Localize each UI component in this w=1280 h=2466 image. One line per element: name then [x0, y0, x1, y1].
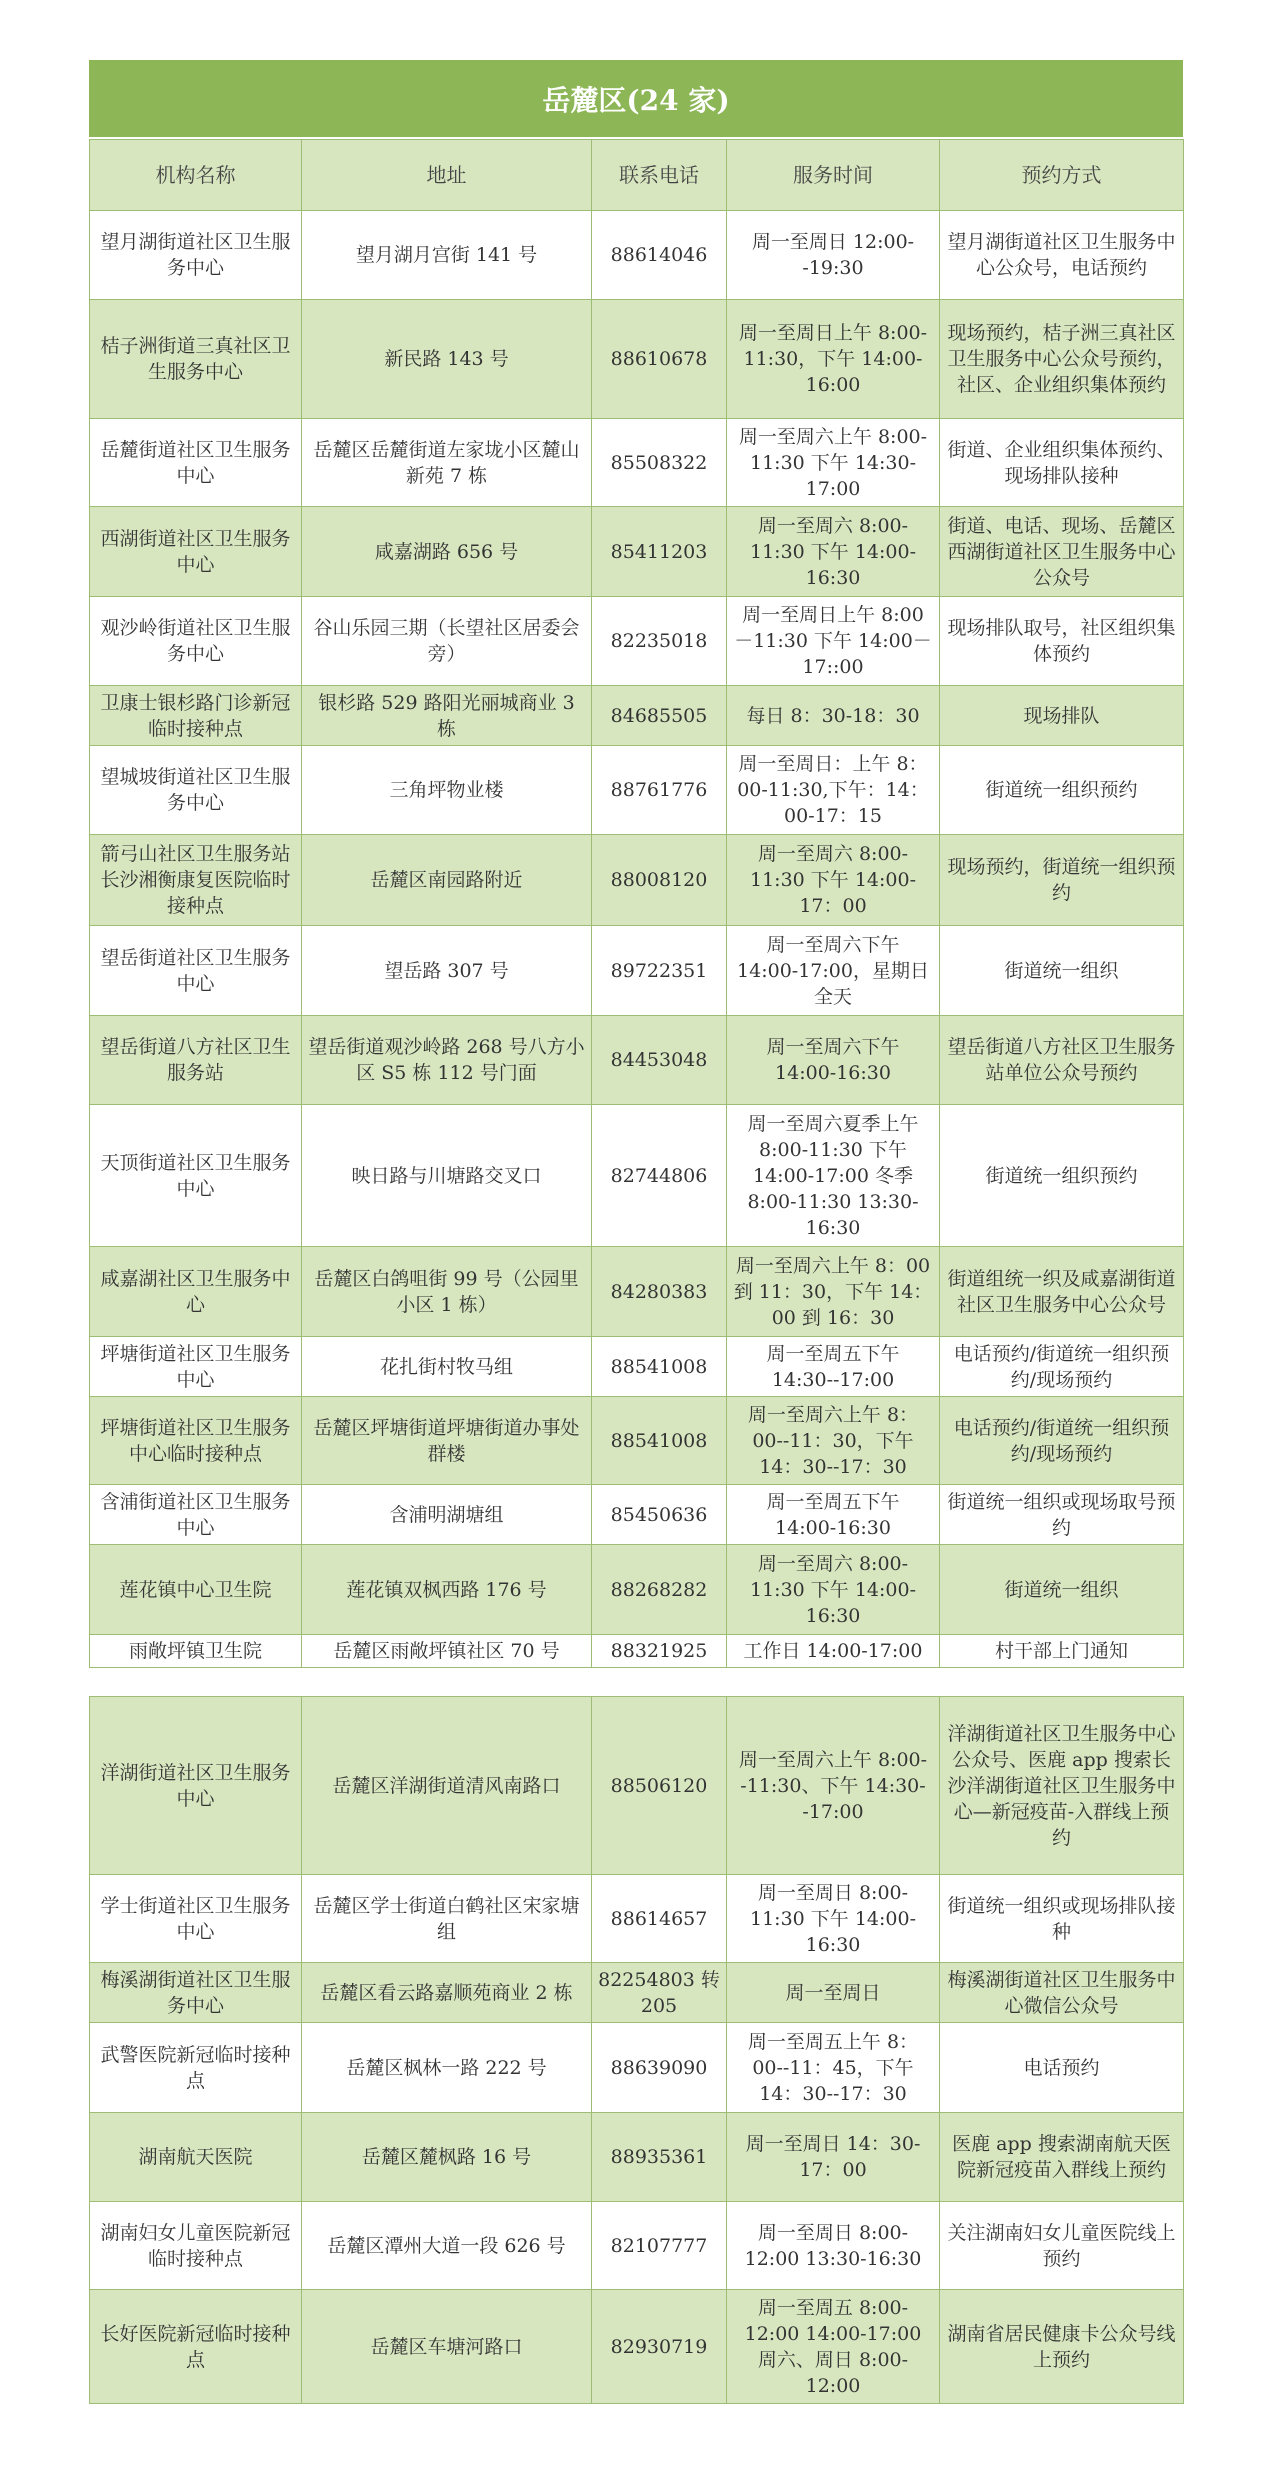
cell-name: 武警医院新冠临时接种点 — [90, 2023, 302, 2113]
cell-hours: 每日 8：30-18：30 — [727, 686, 940, 746]
cell-phone: 89722351 — [592, 926, 727, 1016]
table-row — [90, 1337, 1184, 1397]
cell-booking: 街道统一组织 — [940, 1545, 1184, 1635]
cell-hours: 周一至周日 8:00-12:00 13:30-16:30 — [727, 2202, 940, 2290]
cell-booking: 街道统一组织预约 — [940, 746, 1184, 835]
cell-name: 坪塘街道社区卫生服务中心临时接种点 — [90, 1397, 302, 1485]
header-booking: 预约方式 — [940, 140, 1184, 211]
cell-booking: 电话预约/街道统一组织预约/现场预约 — [940, 1397, 1184, 1485]
cell-phone: 82254803 转 205 — [592, 1963, 727, 2023]
table-row — [90, 211, 1184, 300]
cell-name: 卫康士银杉路门诊新冠临时接种点 — [90, 686, 302, 746]
cell-address: 岳麓区车塘河路口 — [302, 2290, 592, 2404]
cell-hours: 周一至周五下午 14:00-16:30 — [727, 1485, 940, 1545]
cell-hours: 周一至周日上午 8:00－11:30 下午 14:00－17::00 — [727, 597, 940, 686]
table-row — [90, 686, 1184, 746]
cell-phone: 84685505 — [592, 686, 727, 746]
table-row — [90, 1397, 1184, 1485]
cell-name: 望岳街道社区卫生服务中心 — [90, 926, 302, 1016]
cell-name: 咸嘉湖社区卫生服务中心 — [90, 1247, 302, 1337]
header-hours: 服务时间 — [727, 140, 940, 211]
table-row — [90, 2290, 1184, 2404]
table-row — [90, 2023, 1184, 2113]
cell-name: 观沙岭街道社区卫生服务中心 — [90, 597, 302, 686]
table-row — [90, 926, 1184, 1016]
cell-hours: 周一至周六上午 8：00--11：30，下午 14：30--17：30 — [727, 1397, 940, 1485]
cell-booking: 街道统一组织预约 — [940, 1105, 1184, 1247]
cell-booking: 关注湖南妇女儿童医院线上预约 — [940, 2202, 1184, 2290]
table-row — [90, 1105, 1184, 1247]
cell-phone: 84453048 — [592, 1016, 727, 1105]
cell-booking: 现场预约，桔子洲三真社区卫生服务中心公众号预约，社区、企业组织集体预约 — [940, 300, 1184, 419]
cell-booking: 街道、电话、现场、岳麓区西湖街道社区卫生服务中心公众号 — [940, 507, 1184, 597]
table-row — [90, 1875, 1184, 1963]
cell-address: 新民路 143 号 — [302, 300, 592, 419]
cell-address: 花扎街村牧马组 — [302, 1337, 592, 1397]
cell-booking: 望岳街道八方社区卫生服务站单位公众号预约 — [940, 1016, 1184, 1105]
cell-phone: 88321925 — [592, 1635, 727, 1668]
cell-name: 学士街道社区卫生服务中心 — [90, 1875, 302, 1963]
cell-address: 岳麓区雨敞坪镇社区 70 号 — [302, 1635, 592, 1668]
cell-booking: 现场排队取号，社区组织集体预约 — [940, 597, 1184, 686]
table-row — [90, 835, 1184, 926]
cell-booking: 街道统一组织 — [940, 926, 1184, 1016]
cell-hours: 周一至周五上午 8：00--11：45，下午 14：30--17：30 — [727, 2023, 940, 2113]
table-row — [90, 2113, 1184, 2202]
cell-hours: 周一至周六 8:00-11:30 下午 14:00-17：00 — [727, 835, 940, 926]
cell-hours: 周一至周日 12:00--19:30 — [727, 211, 940, 300]
cell-booking: 街道、企业组织集体预约、现场排队接种 — [940, 419, 1184, 507]
cell-hours: 周一至周日 — [727, 1963, 940, 2023]
cell-phone: 88761776 — [592, 746, 727, 835]
cell-hours: 周一至周日 8:00-11:30 下午 14:00-16:30 — [727, 1875, 940, 1963]
cell-name: 桔子洲街道三真社区卫生服务中心 — [90, 300, 302, 419]
cell-name: 含浦街道社区卫生服务中心 — [90, 1485, 302, 1545]
cell-address: 望岳街道观沙岭路 268 号八方小区 S5 栋 112 号门面 — [302, 1016, 592, 1105]
cell-name: 湖南航天医院 — [90, 2113, 302, 2202]
cell-hours: 周一至周日 14：30-17：00 — [727, 2113, 940, 2202]
cell-booking: 电话预约 — [940, 2023, 1184, 2113]
header-phone: 联系电话 — [592, 140, 727, 211]
cell-name: 梅溪湖街道社区卫生服务中心 — [90, 1963, 302, 2023]
cell-hours: 周一至周六夏季上午 8:00-11:30 下午 14:00-17:00 冬季 8:00-11:30 13:30-16:30 — [727, 1105, 940, 1247]
cell-name: 雨敞坪镇卫生院 — [90, 1635, 302, 1668]
cell-booking: 街道组统一织及咸嘉湖街道社区卫生服务中心公众号 — [940, 1247, 1184, 1337]
clinic-table-part-2 — [89, 1696, 1184, 2404]
table-row — [90, 300, 1184, 419]
cell-phone: 88614046 — [592, 211, 727, 300]
table-row — [90, 746, 1184, 835]
cell-address: 望月湖月宫街 141 号 — [302, 211, 592, 300]
cell-address: 银杉路 529 路阳光丽城商业 3 栋 — [302, 686, 592, 746]
table-row — [90, 1545, 1184, 1635]
cell-address: 含浦明湖塘组 — [302, 1485, 592, 1545]
clinic-table-part-1 — [89, 139, 1184, 1668]
cell-name: 箭弓山社区卫生服务站长沙湘衡康复医院临时接种点 — [90, 835, 302, 926]
cell-hours: 周一至周日上午 8:00-11:30，下午 14:00-16:00 — [727, 300, 940, 419]
cell-address: 望岳路 307 号 — [302, 926, 592, 1016]
cell-address: 莲花镇双枫西路 176 号 — [302, 1545, 592, 1635]
cell-phone: 88610678 — [592, 300, 727, 419]
cell-name: 洋湖街道社区卫生服务中心 — [90, 1697, 302, 1875]
cell-hours: 周一至周六上午 8:00--11:30、下午 14:30--17:00 — [727, 1697, 940, 1875]
table-row — [90, 1635, 1184, 1668]
header-address: 地址 — [302, 140, 592, 211]
cell-name: 岳麓街道社区卫生服务中心 — [90, 419, 302, 507]
cell-booking: 洋湖街道社区卫生服务中心公众号、医鹿 app 搜索长沙洋湖街道社区卫生服务中心—新冠疫苗-入群线上预约 — [940, 1697, 1184, 1875]
cell-phone: 82235018 — [592, 597, 727, 686]
cell-phone: 88639090 — [592, 2023, 727, 2113]
table-row — [90, 1963, 1184, 2023]
cell-address: 岳麓区坪塘街道坪塘街道办事处群楼 — [302, 1397, 592, 1485]
cell-address: 岳麓区南园路附近 — [302, 835, 592, 926]
cell-booking: 街道统一组织或现场取号预约 — [940, 1485, 1184, 1545]
cell-hours: 周一至周六下午 14:00-16:30 — [727, 1016, 940, 1105]
cell-booking: 现场预约，街道统一组织预约 — [940, 835, 1184, 926]
cell-name: 长好医院新冠临时接种点 — [90, 2290, 302, 2404]
cell-hours: 周一至周日：上午 8：00-11:30,下午：14：00-17：15 — [727, 746, 940, 835]
cell-phone: 82107777 — [592, 2202, 727, 2290]
cell-booking: 梅溪湖街道社区卫生服务中心微信公众号 — [940, 1963, 1184, 2023]
cell-phone: 88506120 — [592, 1697, 727, 1875]
cell-hours: 周一至周五 8:00-12:00 14:00-17:00 周六、周日 8:00-12:00 — [727, 2290, 940, 2404]
cell-phone: 82930719 — [592, 2290, 727, 2404]
cell-address: 岳麓区学士街道白鹤社区宋家塘组 — [302, 1875, 592, 1963]
table-row — [90, 1697, 1184, 1875]
cell-name: 湖南妇女儿童医院新冠临时接种点 — [90, 2202, 302, 2290]
cell-address: 岳麓区枫林一路 222 号 — [302, 2023, 592, 2113]
cell-name: 坪塘街道社区卫生服务中心 — [90, 1337, 302, 1397]
table-row — [90, 1485, 1184, 1545]
cell-address: 咸嘉湖路 656 号 — [302, 507, 592, 597]
cell-name: 天顶街道社区卫生服务中心 — [90, 1105, 302, 1247]
header-row — [90, 140, 1184, 211]
table-title: 岳麓区(24 家) — [89, 60, 1183, 137]
cell-booking: 电话预约/街道统一组织预约/现场预约 — [940, 1337, 1184, 1397]
cell-hours: 周一至周六 8:00-11:30 下午 14:00-16:30 — [727, 1545, 940, 1635]
cell-address: 岳麓区岳麓街道左家垅小区麓山新苑 7 栋 — [302, 419, 592, 507]
cell-name: 莲花镇中心卫生院 — [90, 1545, 302, 1635]
cell-address: 岳麓区洋湖街道清风南路口 — [302, 1697, 592, 1875]
cell-phone: 88614657 — [592, 1875, 727, 1963]
cell-address: 岳麓区看云路嘉顺苑商业 2 栋 — [302, 1963, 592, 2023]
table-row — [90, 2202, 1184, 2290]
cell-phone: 88541008 — [592, 1397, 727, 1485]
cell-address: 映日路与川塘路交叉口 — [302, 1105, 592, 1247]
table-row — [90, 507, 1184, 597]
table-row — [90, 1016, 1184, 1105]
cell-name: 望月湖街道社区卫生服务中心 — [90, 211, 302, 300]
cell-hours: 周一至周六 8:00-11:30 下午 14:00-16:30 — [727, 507, 940, 597]
cell-address: 岳麓区麓枫路 16 号 — [302, 2113, 592, 2202]
cell-name: 望岳街道八方社区卫生服务站 — [90, 1016, 302, 1105]
cell-phone: 88935361 — [592, 2113, 727, 2202]
header-name: 机构名称 — [90, 140, 302, 211]
cell-phone: 85508322 — [592, 419, 727, 507]
cell-hours: 周一至周六下午 14:00-17:00，星期日全天 — [727, 926, 940, 1016]
cell-address: 岳麓区潭州大道一段 626 号 — [302, 2202, 592, 2290]
cell-phone: 82744806 — [592, 1105, 727, 1247]
cell-address: 三角坪物业楼 — [302, 746, 592, 835]
table-row — [90, 597, 1184, 686]
table-row — [90, 419, 1184, 507]
cell-address: 岳麓区白鸽咀街 99 号（公园里小区 1 栋） — [302, 1247, 592, 1337]
cell-hours: 周一至周五下午 14:30--17:00 — [727, 1337, 940, 1397]
cell-booking: 医鹿 app 搜索湖南航天医院新冠疫苗入群线上预约 — [940, 2113, 1184, 2202]
cell-name: 望城坡街道社区卫生服务中心 — [90, 746, 302, 835]
cell-booking: 现场排队 — [940, 686, 1184, 746]
table-row — [90, 1247, 1184, 1337]
cell-phone: 84280383 — [592, 1247, 727, 1337]
cell-hours: 工作日 14:00-17:00 — [727, 1635, 940, 1668]
cell-hours: 周一至周六上午 8:00-11:30 下午 14:30-17:00 — [727, 419, 940, 507]
cell-phone: 85411203 — [592, 507, 727, 597]
cell-phone: 88268282 — [592, 1545, 727, 1635]
cell-phone: 88541008 — [592, 1337, 727, 1397]
cell-booking: 湖南省居民健康卡公众号线上预约 — [940, 2290, 1184, 2404]
cell-phone: 85450636 — [592, 1485, 727, 1545]
cell-booking: 村干部上门通知 — [940, 1635, 1184, 1668]
cell-booking: 街道统一组织或现场排队接种 — [940, 1875, 1184, 1963]
cell-phone: 88008120 — [592, 835, 727, 926]
cell-booking: 望月湖街道社区卫生服务中心公众号，电话预约 — [940, 211, 1184, 300]
cell-address: 谷山乐园三期（长望社区居委会旁） — [302, 597, 592, 686]
cell-hours: 周一至周六上午 8：00 到 11：30，下午 14：00 到 16：30 — [727, 1247, 940, 1337]
cell-name: 西湖街道社区卫生服务中心 — [90, 507, 302, 597]
